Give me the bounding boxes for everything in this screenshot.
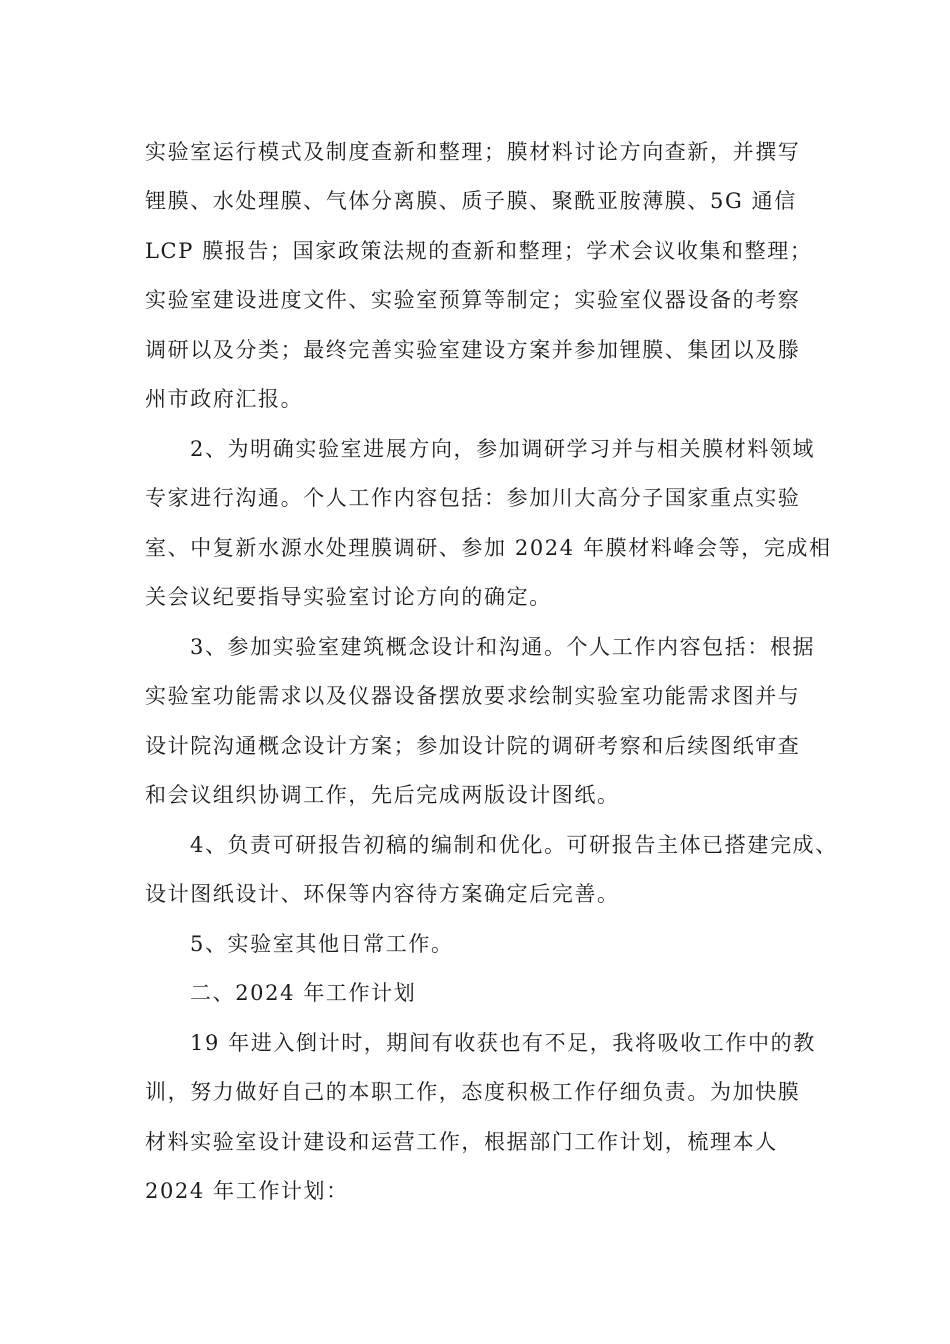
text-line-4: 实验室建设进度文件、实验室预算等制定；实验室仪器设备的考察 bbox=[145, 288, 801, 312]
text-line-1: 实验室运行模式及制度查新和整理；膜材料讨论方向查新，并撰写 bbox=[145, 140, 801, 164]
paragraph-5-line-1: 5、实验室其他日常工作。 bbox=[190, 932, 454, 956]
paragraph-2-line-2: 专家进行沟通。个人工作内容包括：参加川大高分子国家重点实验 bbox=[145, 486, 801, 510]
paragraph-6-line-3: 材料实验室设计建设和运营工作，根据部门工作计划，梳理本人 bbox=[145, 1130, 778, 1154]
paragraph-6-line-1: 19 年进入倒计时，期间有收获也有不足，我将吸收工作中的教 bbox=[190, 1031, 816, 1055]
paragraph-2-line-3: 室、中复新水源水处理膜调研、参加 2024 年膜材料峰会等，完成相 bbox=[145, 536, 832, 560]
paragraph-6-line-4: 2024 年工作计划： bbox=[145, 1179, 349, 1203]
paragraph-3-line-2: 实验室功能需求以及仪器设备摆放要求绘制实验室功能需求图并与 bbox=[145, 684, 801, 708]
paragraph-3-line-4: 和会议组织协调工作，先后完成两版设计图纸。 bbox=[145, 783, 620, 807]
paragraph-3-line-3: 设计院沟通概念设计方案；参加设计院的调研考察和后续图纸审查 bbox=[145, 734, 801, 758]
paragraph-3-line-1: 3、参加实验室建筑概念设计和沟通。个人工作内容包括：根据 bbox=[190, 635, 816, 659]
paragraph-2-line-1: 2、为明确实验室进展方向，参加调研学习并与相关膜材料领域 bbox=[190, 437, 816, 461]
paragraph-4-line-2: 设计图纸设计、环保等内容待方案确定后完善。 bbox=[145, 882, 620, 906]
paragraph-2-line-4: 关会议纪要指导实验室讨论方向的确定。 bbox=[145, 585, 552, 609]
text-line-5: 调研以及分类；最终完善实验室建设方案并参加锂膜、集团以及滕 bbox=[145, 338, 801, 362]
text-line-2: 锂膜、水处理膜、气体分离膜、质子膜、聚酰亚胺薄膜、5G 通信 bbox=[145, 189, 797, 213]
text-line-3: LCP 膜报告；国家政策法规的查新和整理；学术会议收集和整理； bbox=[145, 239, 813, 263]
paragraph-6-line-2: 训，努力做好自己的本职工作，态度积极工作仔细负责。为加快膜 bbox=[145, 1080, 801, 1104]
paragraph-4-line-1: 4、负责可研报告初稿的编制和优化。可研报告主体已搭建完成、 bbox=[190, 833, 838, 857]
section-heading-work-plan: 二、2024 年工作计划 bbox=[190, 981, 417, 1005]
text-line-6: 州市政府汇报。 bbox=[145, 387, 304, 411]
